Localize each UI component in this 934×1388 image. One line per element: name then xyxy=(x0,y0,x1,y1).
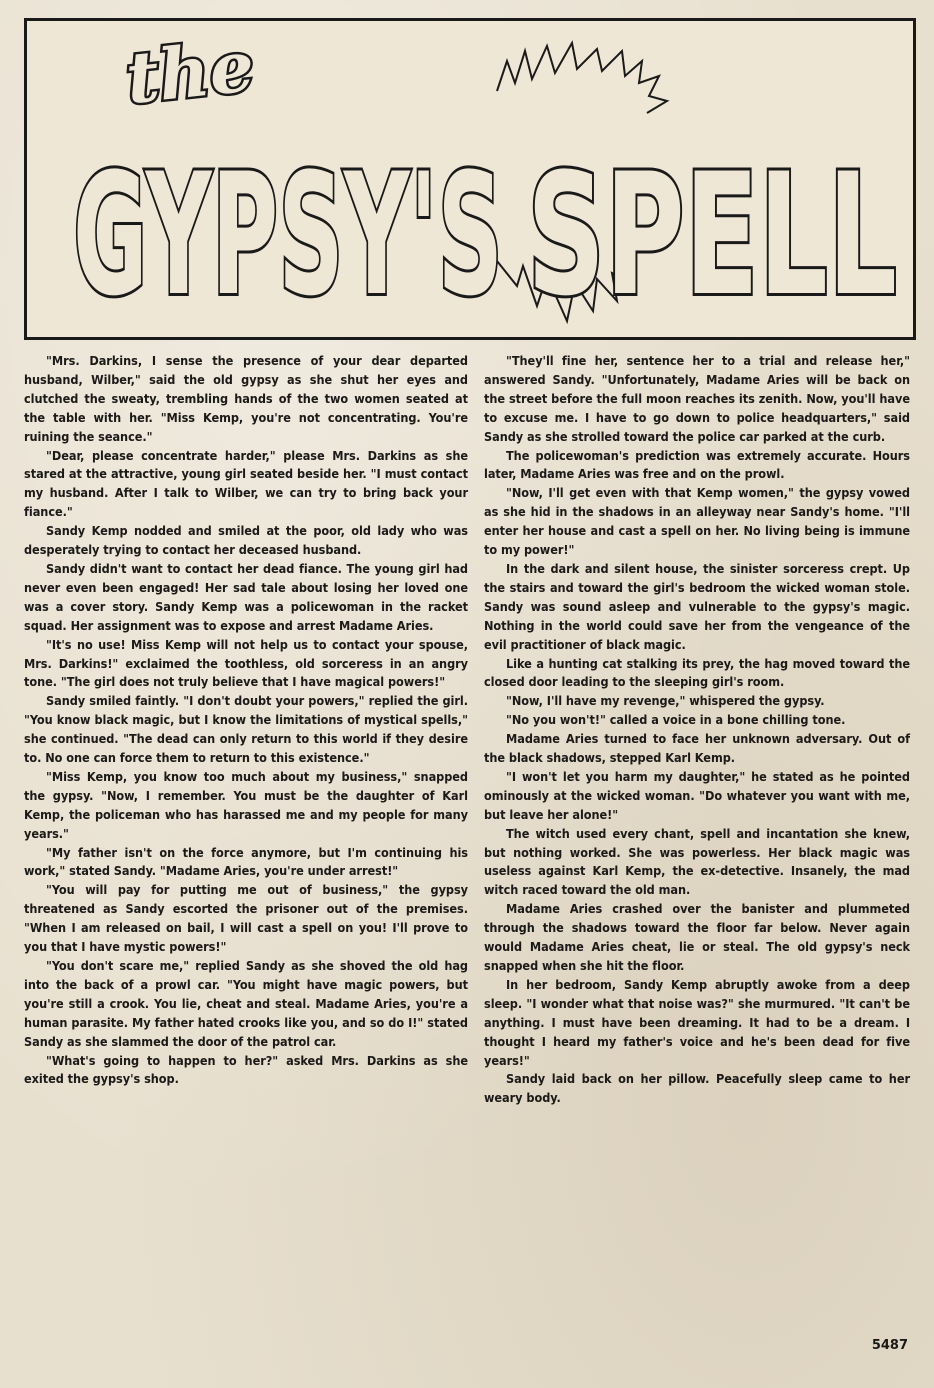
paragraph: "You don't scare me," replied Sandy as she shoved the old hag into the back of a prowl car. "You might have magic powers, but you're still a crook. You lie, cheat and steal. Madame Aries, you're a human parasite. My father hated crooks like you, and so do I!" stated Sandy as she slammed the door of the patrol car. xyxy=(24,958,468,1049)
paragraph: "Now, I'll get even with that Kemp women," the gypsy vowed as she hid in the shadows in an alleyway near Sandy's home. "I'll enter her house and cast a spell on her. No living being is immune to my power!" xyxy=(484,485,910,558)
paragraph: "No you won't!" called a voice in a bone chilling tone. xyxy=(506,712,846,728)
title-main-right: SPELL xyxy=(527,137,897,333)
paragraph: "My father isn't on the force anymore, but I'm continuing his work," stated Sandy. "Madame Aries, you're under arrest!" xyxy=(24,844,468,879)
paragraph: Sandy smiled faintly. "I don't doubt your powers," replied the girl. "You know black magic, but I know the limitations of mystical spells," she continued. "The dead can only return to this world if they desire to. No one can force them to return to this existence." xyxy=(24,693,468,766)
page-number: 5487 xyxy=(871,1338,908,1353)
paragraph: "What's going to happen to her?" asked Mrs. Darkins as she exited the gypsy's shop. xyxy=(24,1052,468,1087)
paragraph: In her bedroom, Sandy Kemp abruptly awoke from a deep sleep. "I wonder what that noise was?" she murmured. "It can't be anything. I must have been dreaming. It had to be a dream. I thought I heard my father's voice and he's been dead for five years!" xyxy=(484,976,910,1068)
paragraph: "I won't let you harm my daughter," he stated as he pointed ominously at the wicked woman. "Do whatever you want with me, but leave her alone!" xyxy=(484,768,910,822)
title-small-word: the xyxy=(122,24,258,120)
paragraph: Sandy Kemp nodded and smiled at the poor, old lady who was desperately trying to contact her deceased husband. xyxy=(24,523,468,558)
paragraph: Sandy didn't want to contact her dead fiance. The young girl had never even been engaged! Her sad tale about losing her loved one was a cover story. Sandy Kemp was a policewoman in the racket squad. Her assignment was to expose and arrest Madame Aries. xyxy=(24,560,468,633)
paragraph: In the dark and silent house, the sinister sorceress crept. Up the stairs and toward the girl's bedroom the wicked woman stole. Sandy was sound asleep and vulnerable to the gypsy's magic. Nothing in the world could save her from the vengeance of the evil practitioner of black magic. xyxy=(484,560,910,652)
paragraph: "It's no use! Miss Kemp will not help us to contact your spouse, Mrs. Darkins!" exclaimed the toothless, old sorceress in an angry tone. "The girl does not truly believe that I have magical powers!" xyxy=(24,636,468,690)
paragraph: Madame Aries crashed over the banister and plummeted through the shadows toward the floor far below. Never again would Madame Aries cheat, lie or steal. The old gypsy's neck snapped when she hit the floor. xyxy=(484,901,910,973)
paragraph: The policewoman's prediction was extremely accurate. Hours later, Madame Aries was free and on the prowl. xyxy=(484,447,910,482)
paragraph: Madame Aries turned to face her unknown adversary. Out of the black shadows, stepped Karl Kemp. xyxy=(484,731,910,766)
story-column-left xyxy=(24,352,468,1089)
paragraph: "They'll fine her, sentence her to a trial and release her," answered Sandy. "Unfortunately, Madame Aries will be back on the street before the full moon reaches its zenith. Now, you'll have to excuse me. I have to go down to police headquarters," said Sandy as she strolled toward the police car parked at the curb. xyxy=(484,353,910,444)
paragraph: "Dear, please concentrate harder," please Mrs. Darkins as she stared at the attractive, young girl seated beside her. "I must contact my husband. After I talk to Wilber, we can try to bring back your fiance." xyxy=(24,447,468,520)
paragraph: The witch used every chant, spell and incantation she knew, but nothing worked. She was powerless. Her black magic was useless against Karl Kemp, the ex-detective. Insanely, the mad witch raced toward the old man. xyxy=(484,825,910,898)
paragraph: "You will pay for putting me out of business," the gypsy threatened as Sandy escorted the prisoner out of the premises. "When I am released on bail, I will cast a spell on you! I'll prove to you that I have mystic powers!" xyxy=(24,882,468,955)
paragraph: "Miss Kemp, you know too much about my business," snapped the gypsy. "Now, I remember. You must be the daughter of Karl Kemp, the policeman who has harassed me and my people for many years." xyxy=(24,768,468,841)
paragraph: "Now, I'll have my revenge," whispered the gypsy. xyxy=(506,693,825,709)
paragraph: Sandy laid back on her pillow. Peacefully sleep came to her weary body. xyxy=(484,1071,910,1106)
title-main-left: GYPSY'S xyxy=(73,137,503,333)
paragraph: Like a hunting cat stalking its prey, the hag moved toward the closed door leading to the sleeping girl's room. xyxy=(484,655,910,690)
story-column-right xyxy=(484,352,910,1108)
title-artwork xyxy=(27,21,913,337)
paragraph: "Mrs. Darkins, I sense the presence of your dear departed husband, Wilber," said the old gypsy as she shut her eyes and clutched the sweaty, trembling hands of the two women seated at the table with her. "Miss Kemp, you're not concentrating. You're ruining the seance." xyxy=(24,353,468,444)
title-panel xyxy=(24,18,916,340)
